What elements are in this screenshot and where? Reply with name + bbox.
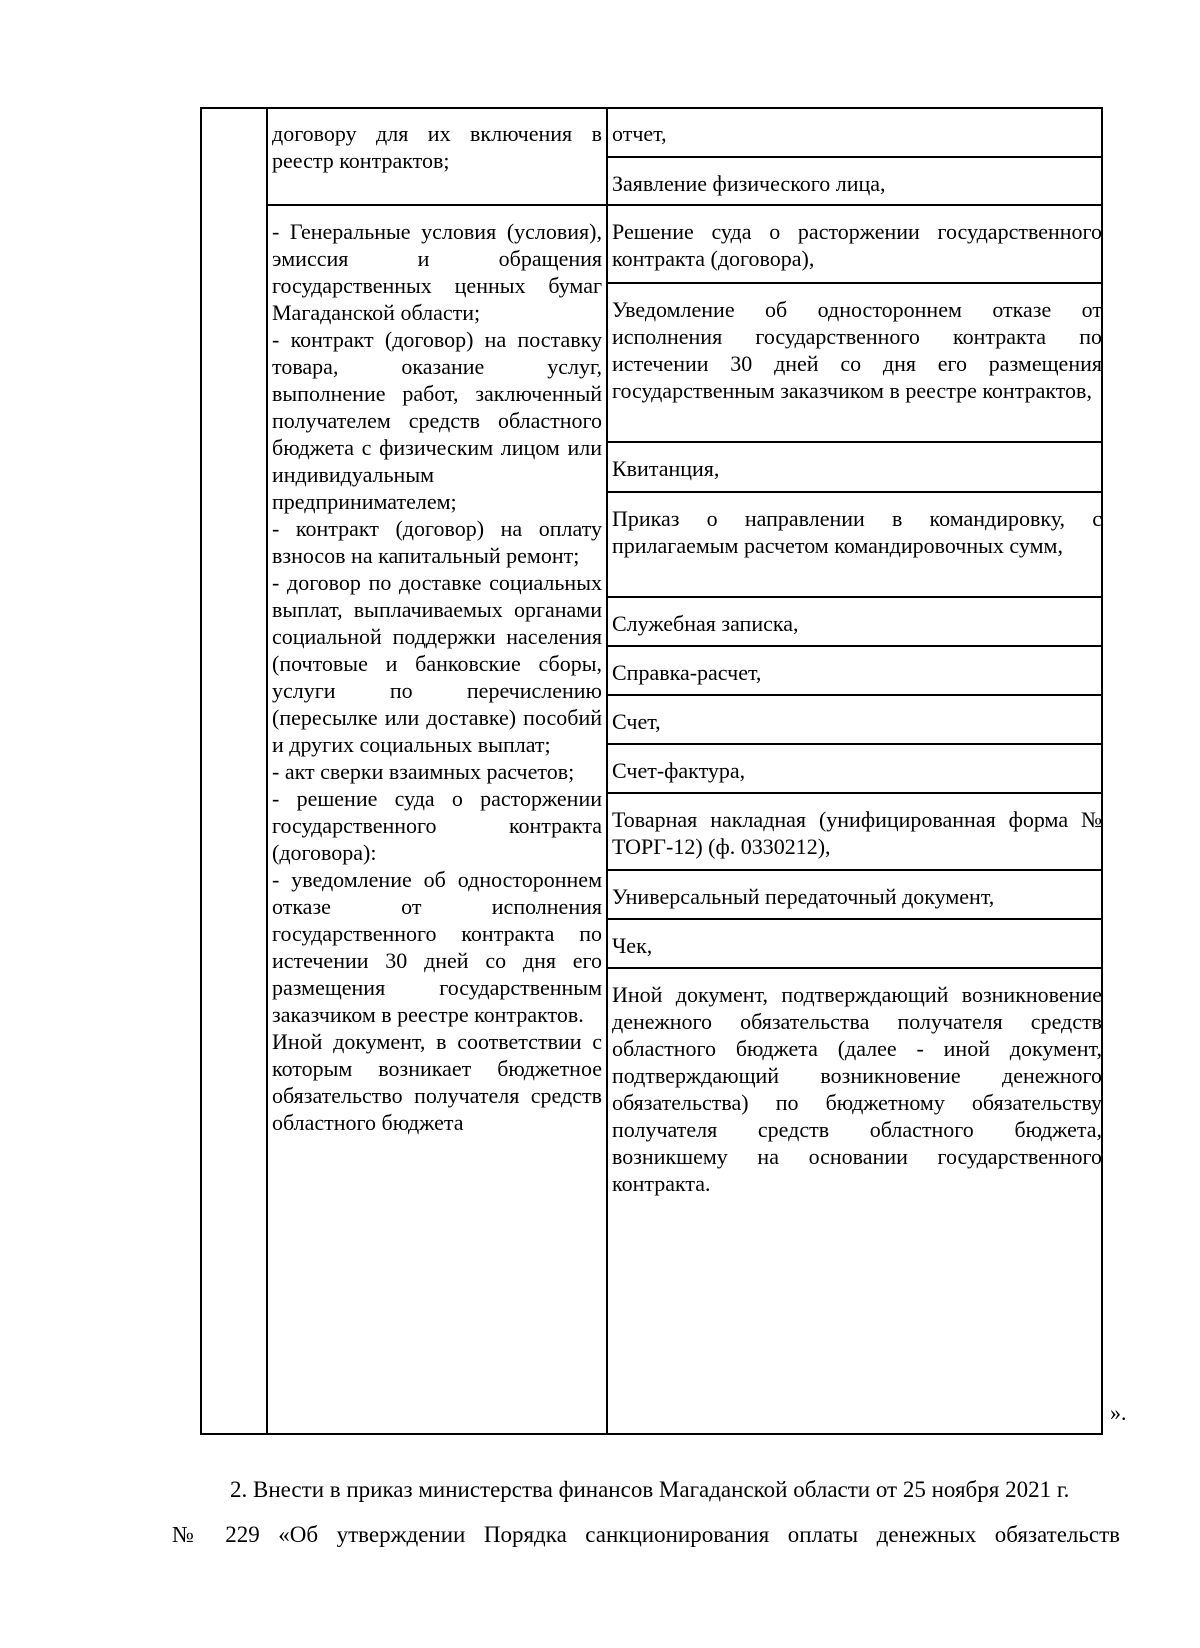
table-divider <box>606 694 1103 696</box>
cell-text: Счет, <box>612 709 661 734</box>
list-item: - решение суда о расторжении государственного контракта (договора): <box>272 786 602 865</box>
table-divider <box>606 792 1103 794</box>
cell-text: Иной документ, подтверждающий возникновение денежного обязательства получателя средств областного бюджета (далее - иной документ, подтверждающий возникновение денежного обязательства) по бюджетному обязательству получателя средств областного бюджета, возникшему на основании государственного контракта. <box>612 982 1102 1196</box>
table-divider <box>606 596 1103 598</box>
cell-text: Уведомление об одностороннем отказе от исполнения государственного контракта по истечении 30 дней со дня его размещения государственным заказчиком в реестре контрактов, <box>612 297 1102 403</box>
cell-text: Товарная накладная (унифицированная форма № ТОРГ-12) (ф. 0330212), <box>612 807 1102 859</box>
list-item: - контракт (договор) на оплату взносов на капитальный ремонт; <box>272 516 602 568</box>
table-divider <box>266 107 268 1435</box>
cell-text: Решение суда о расторжении государственного контракта (договора), <box>612 219 1102 271</box>
table-divider <box>266 204 1103 206</box>
list-item: - уведомление об одностороннем отказе от исполнения государственного контракта по истечении 30 дней со дня его размещения государственным заказчиком в реестре контрактов. <box>272 867 602 1027</box>
table-cell <box>612 505 1102 559</box>
table-cell <box>272 218 602 1136</box>
table-divider <box>606 491 1103 493</box>
table-divider <box>606 107 608 1435</box>
cell-text: Квитанция, <box>612 456 720 481</box>
table-cell <box>612 455 1102 482</box>
cell-text: отчет, <box>612 121 667 146</box>
cell-text: Заявление физического лица, <box>612 171 886 196</box>
table-divider <box>606 282 1103 284</box>
table-divider <box>606 441 1103 443</box>
table-divider <box>606 918 1103 920</box>
table-cell <box>612 659 1102 686</box>
cell-text: Счет-фактура, <box>612 758 746 783</box>
table-cell <box>612 981 1102 1197</box>
cell-text: Универсальный передаточный документ, <box>612 884 995 909</box>
table-cell <box>612 120 1102 147</box>
table-divider <box>606 743 1103 745</box>
cell-text: Чек, <box>612 933 653 958</box>
table-cell <box>612 218 1102 272</box>
table-cell <box>272 120 602 174</box>
table-cell <box>612 757 1102 784</box>
list-item: - договор по доставке социальных выплат, выплачиваемых органами социальной поддержки населения (почтовые и банковские сборы, услуги по перечислению (пересылке или доставке) пособий и других социальных выплат; <box>272 570 602 757</box>
table-cell <box>612 806 1102 860</box>
table-cell <box>612 883 1102 910</box>
table-divider <box>606 645 1103 647</box>
cell-text: Справка-расчет, <box>612 660 762 685</box>
table-divider <box>606 967 1103 969</box>
table-cell <box>612 170 1102 197</box>
table-cell <box>612 296 1102 404</box>
cell-text: договору для их включения в реестр контрактов; <box>272 121 602 173</box>
cell-text: Служебная записка, <box>612 611 799 636</box>
list-item: Иной документ, в соответствии с которым возникает бюджетное обязательство получателя средств областного бюджета <box>272 1029 602 1135</box>
paragraph-line: 2. Внести в приказ министерства финансов Магаданской области от 25 ноября 2021 г. <box>230 1477 1070 1502</box>
list-item: - акт сверки взаимных расчетов; <box>272 759 575 784</box>
closing-quote: ». <box>1110 1400 1127 1425</box>
paragraph-line: № 229 «Об утверждении Порядка санкционирования оплаты денежных обязательств <box>172 1522 1120 1547</box>
list-item: - Генеральные условия (условия), эмиссия и обращения государственных ценных бумаг Магаданской области; <box>272 219 602 325</box>
cell-text: Приказ о направлении в командировку, с прилагаемым расчетом командировочных сумм, <box>612 506 1102 558</box>
table-divider <box>606 156 1103 158</box>
list-item: - контракт (договор) на поставку товара, оказание услуг, выполнение работ, заключенный получателем средств областного бюджета с физическим лицом или индивидуальным предпринимателем; <box>272 327 602 514</box>
table-cell <box>612 610 1102 637</box>
table-cell <box>612 708 1102 735</box>
table-divider <box>606 869 1103 871</box>
table-cell <box>612 932 1102 959</box>
